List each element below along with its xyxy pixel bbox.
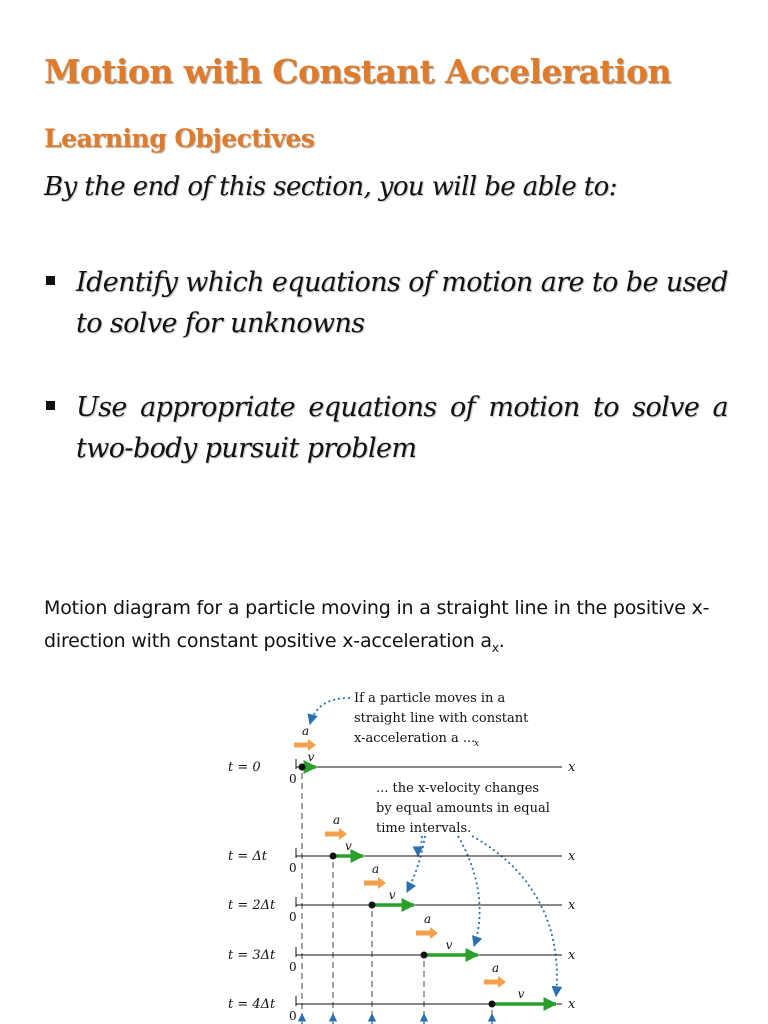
objective-text: Use appropriate equations of motion to solve a two-body pursuit problem	[76, 392, 728, 464]
square-bullet-icon	[46, 401, 55, 410]
description-main: Motion diagram for a particle moving in a straight line in the positive x-direction with constant positive x-acceleration a	[44, 597, 710, 652]
velocity-label: v	[307, 750, 315, 764]
acceleration-arrow-icon	[325, 828, 347, 840]
particle-dot	[421, 952, 428, 959]
callout-top-line-1: If a particle moves in a	[354, 691, 506, 706]
time-label: t = 0	[228, 760, 261, 775]
callout-middle	[376, 781, 550, 836]
callout-top	[354, 691, 529, 749]
acceleration-arrow-icon	[416, 927, 438, 939]
x-axis-label: x	[568, 997, 576, 1012]
velocity-label: v	[388, 888, 396, 902]
acceleration-arrow-icon	[364, 877, 386, 889]
objective-item	[44, 387, 728, 469]
pointer-to-row-2	[407, 836, 425, 892]
time-label: t = 3Δt	[228, 948, 276, 963]
acceleration-label: a	[302, 724, 310, 738]
particle-dot	[489, 1001, 496, 1008]
particle-dot	[330, 853, 337, 860]
origin-label: 0	[289, 1009, 297, 1023]
origin-label: 0	[289, 861, 297, 875]
time-label: t = 4Δt	[228, 997, 276, 1012]
motion-diagram	[210, 684, 590, 1024]
slide-title: Motion with Constant Acceleration	[44, 52, 671, 91]
square-bullet-icon	[46, 276, 55, 285]
objective-text: Identify which equations of motion are to be used to solve for unknowns	[76, 267, 728, 339]
particle-dot	[299, 764, 306, 771]
callout-top-subscript: x	[474, 739, 480, 749]
callout-top-line-2: straight line with constant	[354, 711, 529, 726]
pointer-to-row-4	[472, 836, 557, 996]
acceleration-label: a	[333, 813, 341, 827]
callout-middle-line-1: ... the x-velocity changes	[376, 781, 540, 796]
origin-label: 0	[289, 960, 297, 974]
acceleration-arrow-icon	[484, 976, 506, 988]
origin-label: 0	[289, 910, 297, 924]
description-subscript: x	[491, 640, 499, 655]
x-axis-label: x	[568, 760, 576, 775]
x-axis-label: x	[568, 849, 576, 864]
callout-top-line-3	[354, 731, 475, 746]
callout-middle-line-2: by equal amounts in equal	[376, 801, 550, 816]
section-subtitle: Learning Objectives	[44, 124, 315, 153]
origin-label: 0	[289, 772, 297, 786]
acceleration-label: a	[372, 862, 380, 876]
objective-item	[44, 262, 728, 344]
motion-rows	[228, 724, 576, 1024]
diagram-description	[44, 592, 756, 665]
callout-top-pointer	[310, 698, 350, 724]
velocity-label: v	[445, 938, 453, 952]
pointer-to-row-1	[418, 836, 422, 856]
particle-dot	[369, 902, 376, 909]
velocity-label: v	[517, 987, 525, 1001]
intro-text: By the end of this section, you will be able to:	[44, 172, 617, 202]
x-axis-label: x	[568, 948, 576, 963]
acceleration-label: a	[492, 961, 500, 975]
callout-middle-line-3: time intervals.	[376, 821, 472, 836]
time-label: t = Δt	[228, 849, 267, 864]
x-axis-label: x	[568, 898, 576, 913]
objectives-list	[44, 262, 728, 512]
pointer-to-row-3	[458, 836, 480, 946]
velocity-label: v	[345, 839, 352, 853]
time-label: t = 2Δt	[228, 898, 276, 913]
callout-top-line-3-text: x-acceleration a ...	[354, 731, 476, 746]
description-end: .	[498, 630, 505, 652]
acceleration-label: a	[424, 912, 432, 926]
